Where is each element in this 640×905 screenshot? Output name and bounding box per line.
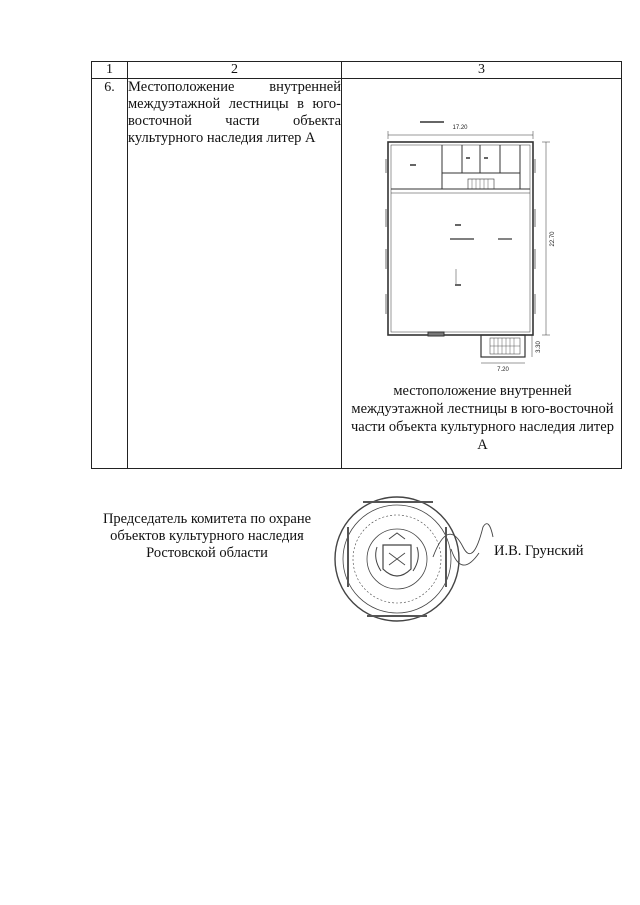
- floor-plan-drawing: [380, 109, 600, 371]
- dimension-annex-height: 3.30: [536, 341, 542, 353]
- table-header-row: [92, 62, 622, 79]
- plan-caption: местоположение внутренней междуэтажной лестницы в юго-восточной части объекта культурного наследия литер А: [351, 383, 614, 453]
- column-header-3: 3: [342, 62, 622, 79]
- dimension-right: 22.70: [550, 231, 556, 247]
- official-seal-with-signature: [333, 487, 503, 629]
- column-header-2: 2: [128, 62, 342, 79]
- table-row: [92, 79, 622, 469]
- row-description: Местоположение внутренней междуэтажной лестницы в юго-восточной части объекта культурного наследия литер А: [128, 79, 342, 469]
- column-header-1: 1: [92, 62, 128, 79]
- signatory-position: Председатель комитета по охране объектов культурного наследия Ростовской области: [102, 511, 312, 561]
- signatory-name: И.В. Грунский: [494, 543, 584, 559]
- plan-cell: [342, 79, 622, 469]
- specification-table: [91, 61, 622, 469]
- row-number: 6.: [92, 79, 128, 469]
- dimension-top: 17.20: [452, 125, 468, 131]
- dimension-annex-width: 7.20: [497, 367, 509, 371]
